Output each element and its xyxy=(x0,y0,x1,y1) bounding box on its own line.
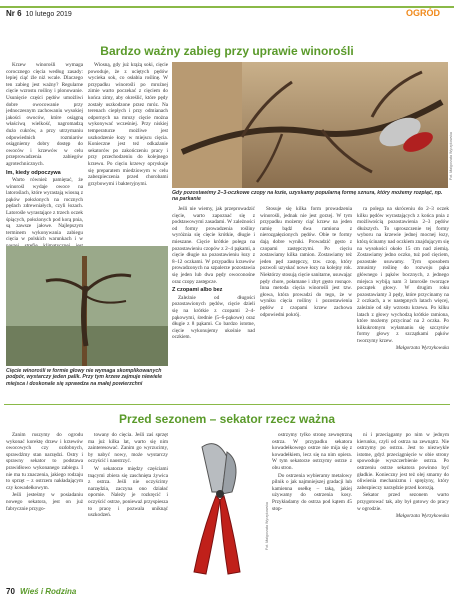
author-signature: Małgorzata Wyrzykowska xyxy=(395,513,449,520)
magazine-name: Wieś i Rodzina xyxy=(20,587,77,596)
article1-column-3 xyxy=(172,206,255,402)
paragraph: Jeśli nie wiemy, jak przeprowadzić cięcie, warto zapoznać się z podstawowymi zasadami. W zależności od formy prowadzenia rośliny wyróżnia się cięcie krótkie, długie i mieszane. Cięcie krótkie polega na pozostawieniu czopów z 2–4 pąkami, a cięcie długie na pozostawieniu łozy z 8–12 oczkami. W przypadku krzewów prowadzonych na szpalerze pozostawia się jeden lub dwa pędy owoconośne oraz czopy zastępcze. xyxy=(172,206,255,285)
article-divider xyxy=(4,404,450,405)
author-signature: Małgorzata Wyrzykowska xyxy=(395,345,449,352)
paragraph: Do ostrzenia wybieramy metalowy pilnik o jak najmniejszej gradacji lub kamienna osełkę – taką, jakiej używamy do ostrzenia kosy. Przykładamy do ostrza pod kątem 45 stop- xyxy=(272,472,352,512)
paragraph: Wiosną, gdy już krążą soki, cięcie powoduje, że z uciętych pędów wycieka sok, co osłabia roślinę. W przypadku winorośli po mroźnej zimie warto poczekać z cięciem do końca zimy, aby określić, które pędy zostały uszkodzone przez mróz. Na terenach ciepłych i przy odmianach odpornych na mrozy cięcie można wykonywać wcześniej. Przy niskiej temperaturze możliwe jest uszkodzenie łozy w miejscu cięcia. Konieczne jest też odkażanie sekatorów po zakończeniu pracy i przy przechodzeniu do kolejnego krzewu. Po cięciu krzewy opryskuje się preparatem miedziowym w celu zabezpieczenia przed chorobami grzybowymi i bakteryjnymi. xyxy=(88,62,168,187)
article-title: Przed sezonem – sekator rzecz ważna xyxy=(118,412,336,426)
page-header xyxy=(0,0,454,30)
paragraph: towany do cięcia. Jeśli zaś sprzęt ma już kilka lat, warto się nim zainteresować. Zanim go wyrzucimy, by nabyć nowy, może wystarczy oczyścić i naostrzyć. xyxy=(88,432,168,465)
section-label: OGRÓD xyxy=(405,8,440,18)
pruning-shears-photo xyxy=(172,432,264,582)
issue-date: 10 lutego 2019 xyxy=(25,11,72,18)
paragraph: Sekator przed sezonem warto przygotować tak, aby był gotowy do pracy w ogrodzie. xyxy=(357,492,449,512)
page-number: 70 xyxy=(6,587,15,596)
article2-column-2 xyxy=(88,432,168,582)
article2-column-3 xyxy=(272,432,352,582)
paragraph: ni i przeciągamy po nim w jednym kierunku, czyli od ostrza na zewnątrz. Nie ostrzymy po ostrzu. Jest to niezwykle istotne, gdyż przeciągnięcie w obie strony spowoduje wyszczerbienie ostrza. Po ostrzeniu ostrze sekatora powinno być gładkie. Konieczny jest też olej smarny do oliwienia mechanizmu i sprężyny, który zabezpieczy narzędzie przed korozją. xyxy=(357,432,449,491)
header-rule xyxy=(0,6,454,8)
paragraph: Stosuje się kilka form prowadzenia winorośli, jednak nie jest gorzej. W tym przypadku możemy ciąć krzew na jeden ramię bądź dwa ramiona z nierozgałęzionych pędów. Obie te formy dają dobre wyniki. Prowadzić gęsto z czopami zastępczymi. Po cięciu zostawiamy kilka ramion. Zostawiamy też jeden pęd zastępczy, tzw. czop, który pozwoli uzyskać nowe łozy na kolejny rok. Niektórzy stosują cięcie sanitarne, usuwając pędy chore, połamane i zbyt gęsto rosnące. Inna metoda cięcia winorośli jest tzw. głowa, która prowadzi do tego, że w wyniku cięcia rośliny i pozostawienia pędów z czopami krzew zachowa odpowiedni pokrój. xyxy=(260,206,352,318)
vine-photo-head xyxy=(6,246,168,366)
photo-credit: Fot. Małgorzata Wyrzykowska xyxy=(265,502,269,550)
vine-head-image xyxy=(6,246,168,366)
paragraph: Krzew winorośli wymaga corocznego cięcia według zasady: lepiej ciąć źle niż wcale. Dlaczego ten zabieg jest ważny? Regularne cięcie wzrostu rośliny i plonowanie. Usunięcie części pędów umożliwi dobre owocowanie przy jednoczesnym zachowaniu wysokiej jakości owoców, które osiągną właściwą wielkość, nagromadzą dużo cukrów, a przy utrzymaniu odpowiednich rozmiarów osiągniemy dobry dostęp do owoców i krzewów w celu przeprowadzenia zabiegów agrotechnicznych. xyxy=(6,62,83,167)
article1-column-4 xyxy=(260,206,352,402)
subheading: Im, kiedy odpoczywa xyxy=(6,169,61,176)
photo-credit: Fot. Małgorzata Wyrzykowska xyxy=(449,132,453,180)
paragraph: Zależnie od długości pozostawionych pędów, cięcie dzieli się na krótkie z czopami 2–4-pąkowymi, średnie (5–6-pąkowe) oraz długie z 8 pąkami. Co bardzo istotne, cięcie wykonujemy ukośnie nad oczkiem. xyxy=(172,294,255,341)
paragraph: W sekatorze między częściami tnącymi zbiera się zaschnięta żywica z ostrza. Jeśli nie oczyścimy narzędzia, zaczyna ono działać opornie. Należy je rozkręcić i oczyścić ostrze, ponieważ przyspiesza to pracę i pozwala uniknąć uszkodzeń. xyxy=(88,465,168,519)
paragraph: ra polega na skróceniu do 2–3 oczek kilku pędów wyrastających z końca pnia z możliwością pozostawienia 2–3 pędów dłuższych. To uproszczenie tej formy wyboru na krzewie jednej mocnej łozy, którą ścinamy nad oczkiem znajdującym się na wysokości około 15 cm nad ziemią. Zostawiamy jedno oczko, tuż pod cięciem, pozostałe usuwamy. Tym sposobem zmusimy roślinę do rozwoju pąka głównego i pąków bocznych, z jednego miejsca wybiją nam 3 latorośle tworzące początek głowy. W drugim roku pozostawiamy 3 pędy, które przycinamy na 2 oczkach, a w następnych latach więcej, zależnie od siły wzrostu krzewu. Po kilku latach z głowy wychodzą krótkie ramiona, które możemy przycinać na 2 oczka. Po kilkukrotnym wyłamaniu się szczytów formy głowy z szczątkami pąków tworzymy krzew. xyxy=(357,206,449,344)
article-title: Bardzo ważny zabieg przy uprawie winorośli xyxy=(100,44,354,58)
article2-column-1 xyxy=(6,432,83,582)
issue-info xyxy=(6,9,72,18)
paragraph: Jeśli jesteśmy w posiadaniu nowego sekatora, jest on już fabrycznie przygo- xyxy=(6,492,83,512)
subheading: Z czopami albo bez xyxy=(172,287,223,294)
pruning-shears-image xyxy=(172,432,264,582)
issue-number: Nr 6 xyxy=(6,9,22,18)
article1-column-5 xyxy=(357,206,449,402)
photo-caption: Cięcie winorośli w formie głowy nie wymaga skomplikowanych podpór, wystarczy jeden palik. Przy tym krzew zajmuje niewiele miejsca i doskonale się sprawdza na małej powierzchni xyxy=(6,368,162,387)
paragraph: Warto również pamiętać, że winorośl wydaje owoce na latoroślach, które wyrastają wiosną z pąków położonych na rocznych pędach zdrewniałych, czyli łozach. Latorośle wyrastające z trzech oczek śpiących, położonych pod korą pnia, są zawsze jałowe. Najlepszym terminem wykonywania zabiegu cięcia w polskich warunkach i w xyxy=(6,177,83,243)
page-footer xyxy=(0,584,454,600)
vine-photo-cord xyxy=(172,62,448,188)
article2-column-4 xyxy=(357,432,449,582)
paragraph: ostrzymy tylko stronę zewnętrzną ostrza. W przypadku sekatora kowadełkowego ostrze nie mija się z kowadełkiem, lecz się na nim opiera. W tym sekatorze ostrzymy ostrze z obu stron. xyxy=(272,432,352,471)
vine-branch-image xyxy=(172,62,448,188)
paragraph: Zanim ruszymy do ogrodu wykonać korektę drzew i krzewów owocowych czy ozdobnych, sprawdźmy stan narzędzi. Ostry i sprawny sekator to podstawa prawidłowo wykonanego zabiegu. I nie ma tu znaczenia, jakiego rodzaju to sprzęt – z ostrzem nakładającym czy kowadełkowym. xyxy=(6,432,83,491)
photo-caption: Gdy pozostawimy 2–3-oczkowe czopy na łozie, uzyskamy popularną formę sznura, który możemy rozpiąć, np. na parkanie xyxy=(172,190,443,203)
